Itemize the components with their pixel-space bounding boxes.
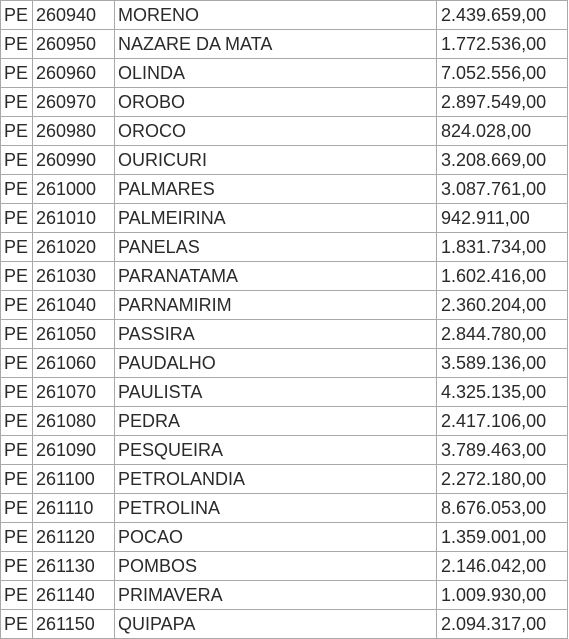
code-cell: 261020 xyxy=(33,233,115,261)
table-row xyxy=(1,523,568,552)
code-cell: 261130 xyxy=(33,552,115,580)
state-cell: PE xyxy=(1,581,33,609)
code-cell: 260980 xyxy=(33,117,115,145)
state-cell: PE xyxy=(1,233,33,261)
value-cell: 2.146.042,00 xyxy=(437,552,568,580)
state-cell: PE xyxy=(1,407,33,435)
state-cell: PE xyxy=(1,552,33,580)
value-cell: 2.417.106,00 xyxy=(437,407,568,435)
code-cell: 261090 xyxy=(33,436,115,464)
value-cell: 1.831.734,00 xyxy=(437,233,568,261)
state-cell: PE xyxy=(1,175,33,203)
code-cell: 261050 xyxy=(33,320,115,348)
value-cell: 7.052.556,00 xyxy=(437,59,568,87)
value-cell: 3.789.463,00 xyxy=(437,436,568,464)
state-cell: PE xyxy=(1,494,33,522)
table-row xyxy=(1,262,568,291)
state-cell: PE xyxy=(1,378,33,406)
table-row xyxy=(1,407,568,436)
state-cell: PE xyxy=(1,436,33,464)
code-cell: 261110 xyxy=(33,494,115,522)
code-cell: 261140 xyxy=(33,581,115,609)
code-cell: 261010 xyxy=(33,204,115,232)
code-cell: 261030 xyxy=(33,262,115,290)
municipality-name-cell: PETROLINA xyxy=(115,494,437,522)
municipality-name-cell: MORENO xyxy=(115,1,437,29)
code-cell: 260970 xyxy=(33,88,115,116)
value-cell: 2.094.317,00 xyxy=(437,610,568,638)
state-cell: PE xyxy=(1,30,33,58)
value-cell: 1.602.416,00 xyxy=(437,262,568,290)
table-row xyxy=(1,233,568,262)
state-cell: PE xyxy=(1,1,33,29)
table-row xyxy=(1,88,568,117)
table-row xyxy=(1,204,568,233)
table-row xyxy=(1,465,568,494)
table-row xyxy=(1,291,568,320)
municipality-name-cell: OROBO xyxy=(115,88,437,116)
municipality-name-cell: PAUDALHO xyxy=(115,349,437,377)
municipality-name-cell: NAZARE DA MATA xyxy=(115,30,437,58)
municipality-name-cell: PAULISTA xyxy=(115,378,437,406)
table-row xyxy=(1,117,568,146)
table-row xyxy=(1,59,568,88)
state-cell: PE xyxy=(1,465,33,493)
table-row xyxy=(1,349,568,378)
code-cell: 260990 xyxy=(33,146,115,174)
value-cell: 8.676.053,00 xyxy=(437,494,568,522)
value-cell: 2.360.204,00 xyxy=(437,291,568,319)
table-row xyxy=(1,494,568,523)
code-cell: 261060 xyxy=(33,349,115,377)
municipality-name-cell: PALMEIRINA xyxy=(115,204,437,232)
state-cell: PE xyxy=(1,320,33,348)
table-row xyxy=(1,1,568,30)
table-row xyxy=(1,581,568,610)
municipality-name-cell: OLINDA xyxy=(115,59,437,87)
table-row xyxy=(1,146,568,175)
table-row xyxy=(1,320,568,349)
value-cell: 3.208.669,00 xyxy=(437,146,568,174)
municipality-name-cell: PANELAS xyxy=(115,233,437,261)
municipality-name-cell: POCAO xyxy=(115,523,437,551)
code-cell: 261120 xyxy=(33,523,115,551)
state-cell: PE xyxy=(1,262,33,290)
code-cell: 261040 xyxy=(33,291,115,319)
municipality-name-cell: PEDRA xyxy=(115,407,437,435)
municipality-name-cell: OROCO xyxy=(115,117,437,145)
value-cell: 942.911,00 xyxy=(437,204,568,232)
table-row xyxy=(1,378,568,407)
state-cell: PE xyxy=(1,204,33,232)
code-cell: 260940 xyxy=(33,1,115,29)
state-cell: PE xyxy=(1,523,33,551)
municipality-name-cell: PETROLANDIA xyxy=(115,465,437,493)
value-cell: 2.844.780,00 xyxy=(437,320,568,348)
municipality-name-cell: PRIMAVERA xyxy=(115,581,437,609)
municipality-name-cell: PARNAMIRIM xyxy=(115,291,437,319)
code-cell: 261150 xyxy=(33,610,115,638)
municipality-name-cell: OURICURI xyxy=(115,146,437,174)
code-cell: 260960 xyxy=(33,59,115,87)
value-cell: 1.772.536,00 xyxy=(437,30,568,58)
value-cell: 2.272.180,00 xyxy=(437,465,568,493)
municipality-name-cell: QUIPAPA xyxy=(115,610,437,638)
code-cell: 260950 xyxy=(33,30,115,58)
value-cell: 824.028,00 xyxy=(437,117,568,145)
value-cell: 2.439.659,00 xyxy=(437,1,568,29)
state-cell: PE xyxy=(1,349,33,377)
code-cell: 261070 xyxy=(33,378,115,406)
code-cell: 261080 xyxy=(33,407,115,435)
code-cell: 261000 xyxy=(33,175,115,203)
municipality-name-cell: PESQUEIRA xyxy=(115,436,437,464)
state-cell: PE xyxy=(1,88,33,116)
state-cell: PE xyxy=(1,610,33,638)
municipality-name-cell: PALMARES xyxy=(115,175,437,203)
table-row xyxy=(1,175,568,204)
table-row xyxy=(1,436,568,465)
state-cell: PE xyxy=(1,117,33,145)
value-cell: 1.009.930,00 xyxy=(437,581,568,609)
value-cell: 3.087.761,00 xyxy=(437,175,568,203)
code-cell: 261100 xyxy=(33,465,115,493)
state-cell: PE xyxy=(1,59,33,87)
table-row xyxy=(1,552,568,581)
municipality-name-cell: POMBOS xyxy=(115,552,437,580)
table-row xyxy=(1,30,568,59)
value-cell: 2.897.549,00 xyxy=(437,88,568,116)
municipality-name-cell: PARANATAMA xyxy=(115,262,437,290)
value-cell: 3.589.136,00 xyxy=(437,349,568,377)
state-cell: PE xyxy=(1,291,33,319)
value-cell: 1.359.001,00 xyxy=(437,523,568,551)
value-cell: 4.325.135,00 xyxy=(437,378,568,406)
municipality-name-cell: PASSIRA xyxy=(115,320,437,348)
state-cell: PE xyxy=(1,146,33,174)
